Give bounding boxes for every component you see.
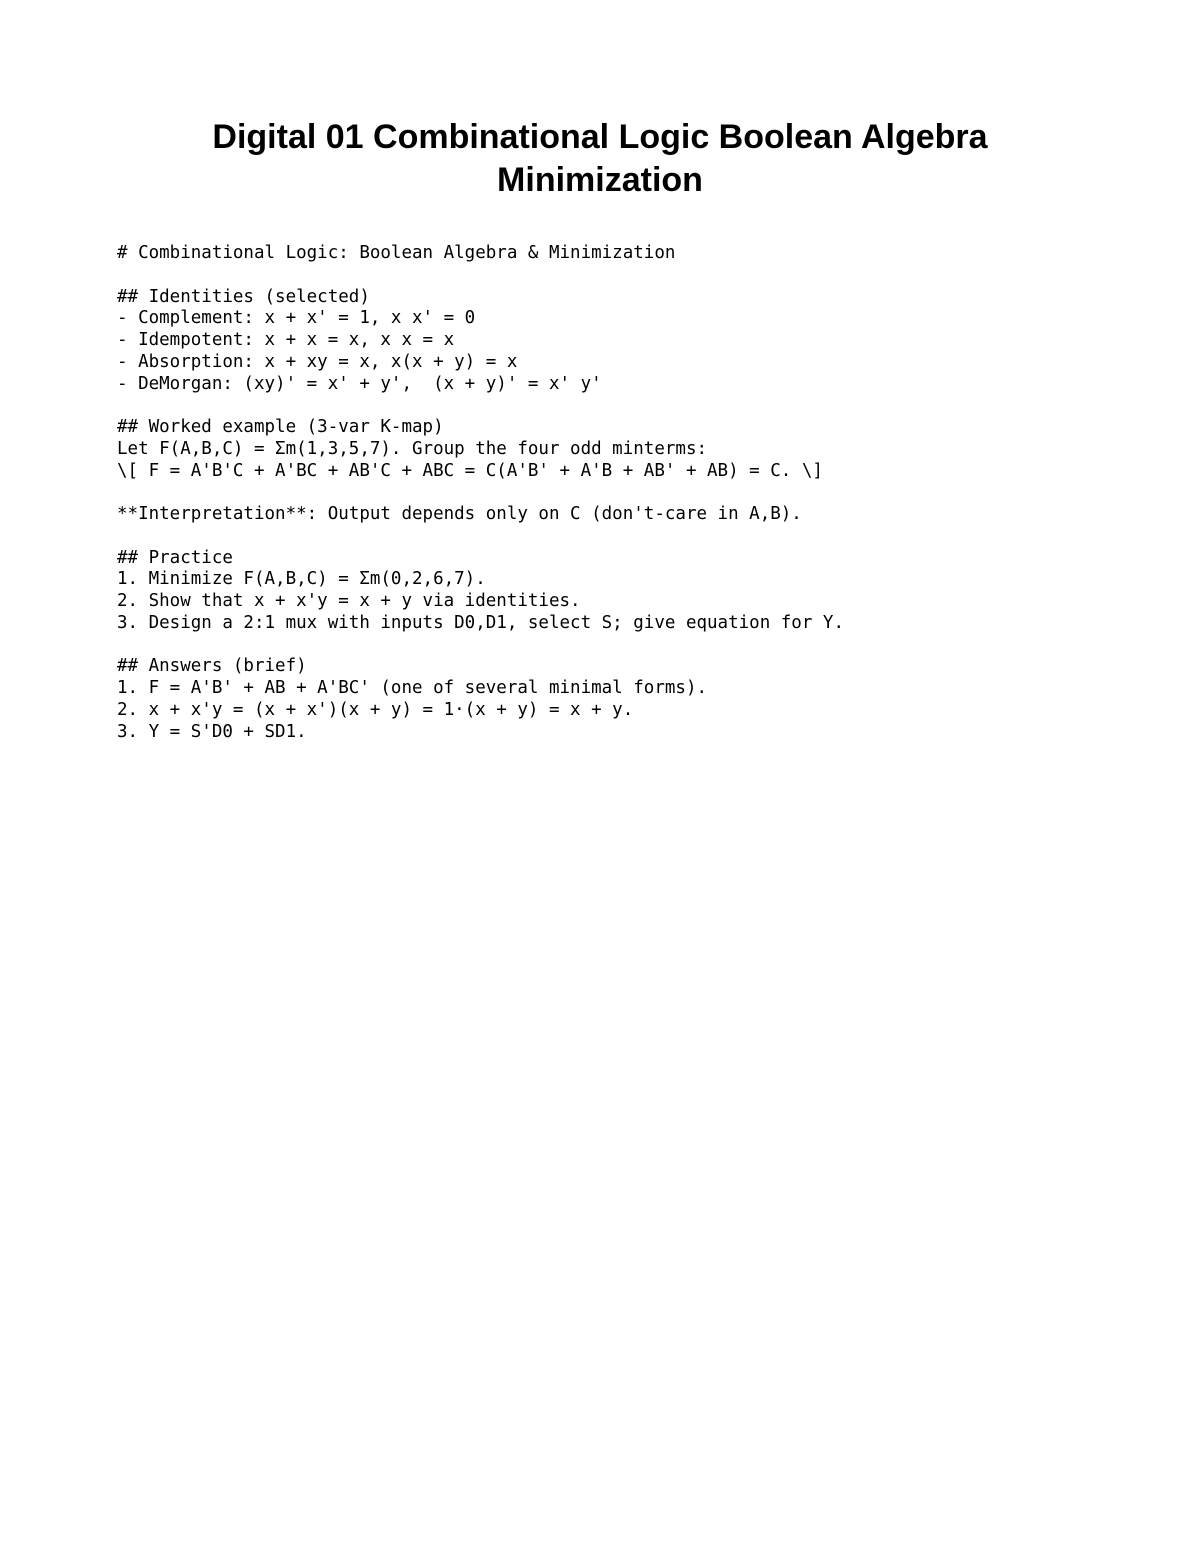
- answer-item-2: 2. x + x'y = (x + x')(x + y) = 1·(x + y) = x + y.: [117, 699, 634, 720]
- identity-demorgan: - DeMorgan: (xy)' = x' + y', (x + y)' = x' y': [117, 373, 602, 394]
- page-title-continued: Minimization: [497, 161, 703, 199]
- answer-item-1: 1. F = A'B' + AB + A'BC' (one of several minimal forms).: [117, 678, 708, 698]
- page-title: Digital 01 Combinational Logic Boolean Algebra: [212, 118, 988, 156]
- heading-answers: ## Answers (brief): [117, 656, 307, 677]
- interpretation: **Interpretation**: Output depends only on C (don't-care in A,B).: [117, 504, 802, 524]
- practice-item-2: 2. Show that x + x'y = x + y via identities.: [117, 591, 581, 611]
- blank-line: [117, 265, 1117, 287]
- blank-line: [117, 395, 1117, 417]
- blank-line: [117, 526, 1117, 548]
- identity-idempotent: - Idempotent: x + x = x, x x = x: [117, 330, 455, 350]
- heading-practice: ## Practice: [117, 547, 233, 568]
- heading-identities: ## Identities (selected): [117, 286, 370, 307]
- worked-example-equation: \[ F = A'B'C + A'BC + AB'C + ABC = C(A'B' + A'B + AB' + AB) = C. \]: [117, 460, 823, 481]
- heading-worked-example: ## Worked example (3-var K-map): [117, 417, 444, 437]
- practice-item-1: 1. Minimize F(A,B,C) = Σm(0,2,6,7).: [117, 569, 486, 590]
- practice-item-3: 3. Design a 2:1 mux with inputs D0,D1, select S; give equation for Y.: [117, 612, 844, 633]
- identity-complement: - Complement: x + x' = 1, x x' = 0: [117, 308, 476, 329]
- document-body: [117, 243, 1117, 743]
- worked-example-statement: Let F(A,B,C) = Σm(1,3,5,7). Group the four odd minterms:: [117, 438, 708, 459]
- blank-line: [117, 635, 1117, 657]
- heading-main: # Combinational Logic: Boolean Algebra & Minimization: [117, 243, 676, 263]
- identity-absorption: - Absorption: x + xy = x, x(x + y) = x: [117, 351, 518, 372]
- answer-item-3: 3. Y = S'D0 + SD1.: [117, 721, 307, 742]
- blank-line: [117, 482, 1117, 504]
